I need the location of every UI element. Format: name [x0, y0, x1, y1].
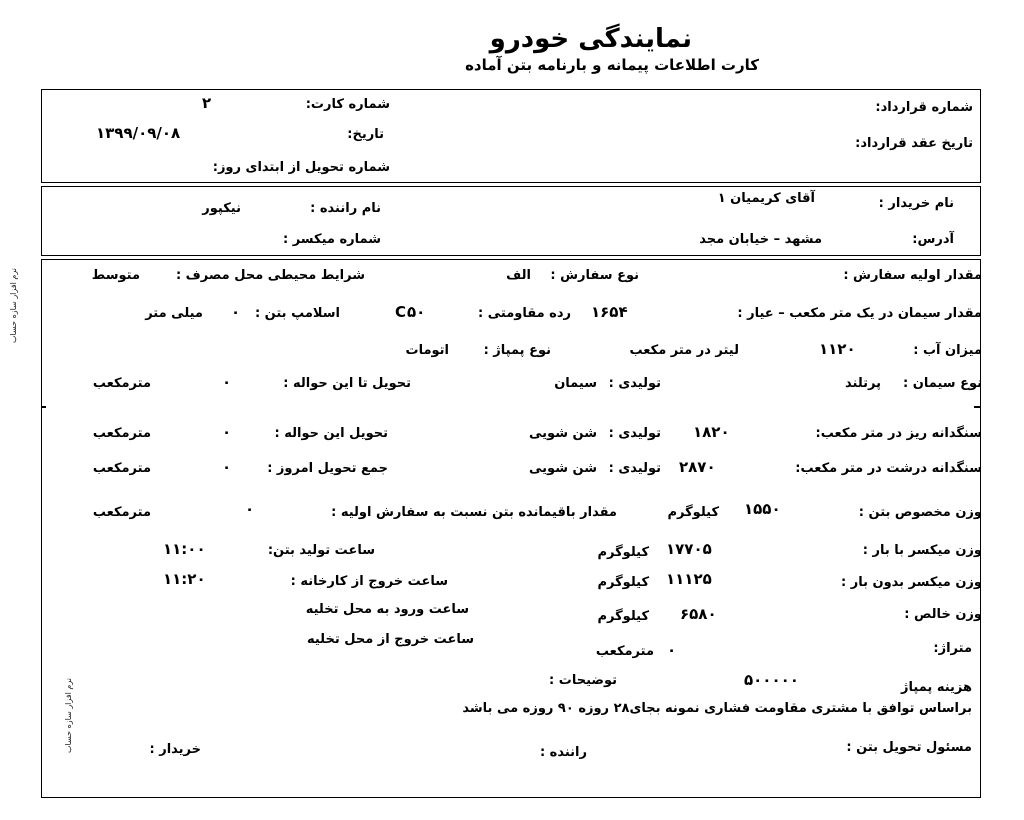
slump-label: اسلامپ بتن : — [254, 306, 340, 321]
pump-cost: ۵۰۰۰۰۰ — [744, 671, 799, 689]
site-arrival-label: ساعت ورود به محل تخلیه — [305, 602, 469, 617]
card-no-value: ۲ — [202, 94, 212, 112]
date-label: تاریخ: — [347, 127, 384, 142]
today-total: ۰ — [222, 458, 232, 476]
env-value: متوسط — [91, 268, 140, 283]
buyer-box — [41, 186, 981, 256]
side-watermark: نرم افزار سازه حساب — [9, 268, 18, 344]
empty-value: ۱۱۱۲۵ — [666, 570, 712, 588]
pump-cost-label: هزینه پمپاژ — [901, 680, 972, 695]
cement-amount: ۱۶۵۴ — [591, 303, 628, 321]
factory-exit-label: ساعت خروج از کارخانه : — [290, 574, 448, 589]
cement-amount-label: مقدار سیمان در یک متر مکعب – عیار : — [737, 306, 982, 321]
contract-date-label: تاریخ عقد قرارداد: — [855, 136, 973, 151]
cement-type: پرتلند — [845, 376, 881, 391]
cement-type-label: نوع سیمان : — [903, 376, 982, 391]
address-label: آدرس: — [912, 232, 954, 247]
unit-m3: مترمکعب — [92, 461, 151, 476]
buyer-label: نام خریدار : — [878, 196, 954, 211]
fine-producer: شن شویی — [529, 426, 597, 441]
production-time: ۱۱:۰۰ — [163, 540, 206, 558]
contract-box — [41, 89, 981, 183]
driver-sig-label: راننده : — [539, 745, 587, 760]
fine-label: سنگدانه ریز در متر مکعب: — [815, 426, 982, 441]
notes-text: براساس توافق با مشتری مقاومت فشاری نمونه بجای۲۸ روزه ۹۰ روزه می باشد — [462, 701, 972, 716]
card-no-label: شماره کارت: — [305, 97, 390, 112]
remaining-label: مقدار باقیمانده بتن نسبت به سفارش اولیه : — [331, 505, 617, 520]
delivery-officer-label: مسئول تحویل بتن : — [846, 740, 972, 755]
net-label: وزن خالص : — [904, 607, 982, 622]
address-value: مشهد – خیابان مجد — [699, 232, 822, 247]
site-exit-label: ساعت خروج از محل تخلیه — [306, 632, 474, 647]
meterage-value: ۰ — [667, 641, 677, 659]
side-watermark: نرم افزار سازه حساب — [64, 678, 73, 754]
pump-type-label: نوع پمپاژ : — [483, 343, 551, 358]
production-time-label: ساعت تولید بتن: — [267, 543, 375, 558]
fine-value: ۱۸۲۰ — [693, 423, 730, 441]
form-subtitle: کارت اطلاعات پیمانه و بارنامه بتن آماده — [465, 56, 759, 74]
loaded-value: ۱۷۷۰۵ — [666, 540, 712, 558]
company-title: نمایندگی خودرو — [489, 24, 692, 54]
unit-m3: مترمکعب — [92, 376, 151, 391]
date-value: ۱۳۹۹/۰۹/۰۸ — [96, 124, 181, 142]
net-unit: کیلوگرم — [597, 609, 649, 624]
delivered-until-label: تحویل تا این حواله : — [283, 376, 411, 391]
buyer-sig-label: خریدار : — [149, 742, 201, 757]
env-label: شرایط محیطی محل مصرف : — [175, 268, 365, 283]
buyer-name: آقای کریمیان ۱ — [717, 191, 815, 206]
order-type: الف — [506, 268, 531, 283]
this-delivery-label: تحویل این حواله : — [274, 426, 388, 441]
density-value: ۱۵۵۰ — [744, 500, 781, 518]
unit-m3: مترمکعب — [92, 426, 151, 441]
strength: C۵۰ — [395, 303, 426, 321]
density-unit: کیلوگرم — [667, 505, 719, 520]
order-type-label: نوع سفارش : — [550, 268, 639, 283]
coarse-producer-label: تولیدی : — [608, 461, 661, 476]
delivery-no-label: شماره تحویل از ابتدای روز: — [212, 160, 390, 175]
slump-unit: میلی متر — [145, 306, 203, 321]
density-label: وزن مخصوص بتن : — [858, 505, 982, 520]
remaining: ۰ — [245, 500, 255, 518]
this-delivery: ۰ — [222, 423, 232, 441]
factory-exit: ۱۱:۲۰ — [163, 570, 206, 588]
cement-producer-label: تولیدی : — [608, 376, 661, 391]
mixer-label: شماره میکسر : — [282, 232, 381, 247]
meterage-label: متراژ: — [933, 641, 972, 656]
net-value: ۶۵۸۰ — [680, 605, 717, 623]
notes-label: توضیحات : — [549, 673, 617, 688]
water-unit: لیتر در متر مکعب — [629, 343, 739, 358]
coarse-producer: شن شویی — [529, 461, 597, 476]
today-total-label: جمع تحویل امروز : — [267, 461, 388, 476]
strength-label: رده مقاومتی : — [478, 306, 571, 321]
empty-label: وزن میکسر بدون بار : — [840, 575, 982, 590]
section-divider — [974, 406, 980, 408]
driver-label: نام راننده : — [310, 201, 381, 216]
fine-producer-label: تولیدی : — [608, 426, 661, 441]
driver-name: نیکپور — [202, 201, 241, 216]
unit-m3: مترمکعب — [92, 505, 151, 520]
cement-producer: سیمان — [554, 376, 597, 391]
slump: ۰ — [231, 303, 241, 321]
meterage-unit: مترمکعب — [595, 644, 654, 659]
water-value: ۱۱۲۰ — [819, 340, 856, 358]
empty-unit: کیلوگرم — [597, 575, 649, 590]
contract-no-label: شماره قرارداد: — [875, 100, 973, 115]
water-label: میزان آب : — [913, 343, 982, 358]
initial-order-label: مقدار اولیه سفارش : — [843, 268, 982, 283]
coarse-value: ۲۸۷۰ — [679, 458, 716, 476]
loaded-unit: کیلوگرم — [597, 545, 649, 560]
section-divider — [41, 406, 46, 408]
loaded-label: وزن میکسر با بار : — [862, 543, 982, 558]
coarse-label: سنگدانه درشت در متر مکعب: — [795, 461, 982, 476]
pump-type: اتومات — [405, 343, 449, 358]
delivered-until: ۰ — [222, 373, 232, 391]
